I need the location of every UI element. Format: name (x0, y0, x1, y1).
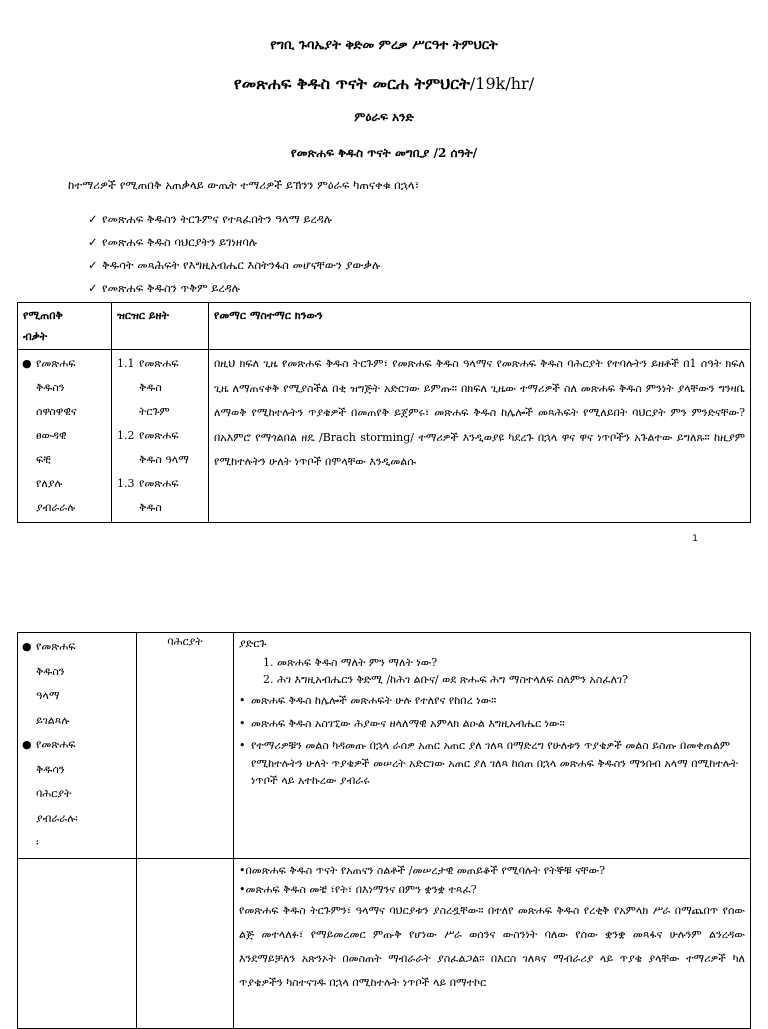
section-title: የመጽሐፍ ቅዱስ ጥናት መግቢያ /2 ሰዓት/ (290, 146, 478, 160)
bullet-icon: ● (22, 357, 32, 370)
statement-item (239, 737, 745, 790)
check-icon: ✓ (88, 281, 98, 295)
chapter-title: ምዕራፍ አንድ (354, 110, 414, 124)
competency-text: የመጽሐፍ (36, 357, 76, 370)
competency-line: ቅዱስን (36, 664, 65, 678)
objective-item (88, 208, 380, 231)
header-text: ዝርዝር ይዘት (117, 309, 169, 322)
objective-text: የመጽሐፍ ቅዱስን ትርጉምና የተጻፈበትን ዓላማ ይረዳሉ (102, 212, 332, 226)
statement-item (239, 692, 745, 710)
activity-cell: በዚህ ክፍለ ጊዜ የመጽሐፍ ቅዱስ ትርጉም፣ የመጽሐፍ ቅዱስ ዓላማና የመጽሐፍ ቅዱስ ባሕርያት የተባሉትን ይዘቶች በ1 ሰዓት ክፍለ ጊዜ ለማጠናቀቅ የሚያስችል በቂ ዝግጅት አድርገው ይምጡ። በክፍለ ጊዜው ተማሪዎች ስለ መጽሐፍ ቅዱስ ምንነት ያላቸውን ግንዛቤ ለማወቅ የሚከተሉትን ጥያቄዎች በመጠየቅ ይጀምሩ፣ መጽሐፍ ቅዱስ ከሌሎች መጻሕፍት የሚለይበት ባህርያት ምን ምንድናቸው? በአእምሮ የማጎልበል ዘዴ /Brach storming/ ተማሪዎች እንዲወያዩ ካደረጉ በኋላ ዋና ዋና ነጥቦችን አጉልተው ይግለጹ። ከዚያም የሚከተሉትን ሁለት ነጥቦች በሞላቸው እንዲመልሱ (209, 350, 751, 523)
statement-text: መጽሐፍ ቅዱስ አስገኚው ሕያውና ዘላለማዊ አምላክ ልዑል እግዚአብሔር ነው። (251, 716, 565, 730)
topic-line: ቅዱስ (139, 381, 162, 394)
topic-line: ቅዱስ (139, 501, 162, 514)
topic-line: ቅዱስ ዓላማ (139, 453, 189, 466)
competency-line: ቅዱሳን (36, 762, 65, 776)
statement-item (239, 715, 745, 733)
page-number: 1 (692, 534, 698, 544)
activity-paragraph: የመጽሐፍ ቅዱስ ትርጉምን፣ ዓላማና ባህርያቱን ያስረዷቸው። በተለየ መጽሐፍ ቅዱስ የረቂቅ የአምላክ ሥራ በማጨበጥ የሰው ልጅ መተላለፉ፣ የማይመረመር ምጡቅ የሆነው ሥራ ወሰንና ውስንነት ባለው የሰው ቋንቋ መጻፋና ሁሉንም ልንረዳው እንደማይቻለን አጽንኦት በመስጠት ማብራራት ያስፈልጋል። በእርስ ገለጻና ማብራሪያ ላይ ጥያቄ ያላቸው ተማሪዎች ካለ ጥያቄዎችን ካስተናገዱ በኋላ በሚከተሉት ነጥቦች ላይ በማተኮር (239, 903, 745, 989)
topic-text: ባሕርያት (167, 635, 203, 648)
topic-text: የመጽሐፍ (139, 429, 179, 442)
bullet-icon: ● (22, 640, 32, 653)
course-title-text: የመጽሐፍ ቅዱስ ጥናት መርሐ ትምህርት (233, 74, 470, 93)
competency-line: ፍቺ (36, 453, 51, 466)
header-detailed-content (112, 303, 209, 350)
topic-number: 1.2 (117, 429, 135, 442)
header-text: የመማር ማስተማር ክንውን (214, 309, 323, 322)
activity-cell (234, 858, 751, 1028)
header-text: የሚጠበቅ (23, 309, 63, 322)
header-expected-competency (18, 303, 112, 350)
empty-cell (18, 858, 137, 1028)
competency-line: ባሕርያት (36, 787, 72, 800)
competency-line (22, 733, 131, 758)
check-icon: ✓ (88, 212, 98, 226)
course-code: /19k/hr/ (469, 74, 535, 93)
competency-text: የመጽሐፍ (36, 640, 76, 653)
intro-text: ከተማሪዎች የሚጠበቅ አጠቃላይ ውጤት ተማሪዎች ይኽንን ምዕራፍ ካጠናቀቁ በኋላ፣ (68, 178, 420, 192)
topic-line (117, 352, 203, 376)
bullet-icon: • (239, 694, 246, 707)
question-list (239, 655, 745, 688)
check-icon: ✓ (88, 235, 98, 249)
table-row (18, 858, 751, 1028)
point-item (239, 880, 745, 899)
topic-number: 1.3 (117, 477, 135, 490)
competency-line: ያብራራሉ፡ (36, 811, 78, 825)
activity-intro: ያድርጉ (239, 637, 267, 650)
topics-cell (112, 350, 209, 523)
competency-line: ፀውዳዊ (36, 429, 67, 442)
topic-line (117, 424, 203, 448)
point-text: መጽሐፍ ቅዱስ መቼ ፣የት፣ በእነማንና በምን ቋንቋ ተጻፈ? (245, 882, 477, 896)
objective-text: ቅዱሳት መጻሕፍት የእግዚአብሔር እስትንፋስ መሆናቸውን ያውቃሉ (102, 258, 381, 272)
competency-line: ዓላማ (36, 689, 60, 702)
point-text: በመጽሐፍ ቅዱስ ጥናት የአጠናን ስልቶች /መሠረታዊ መጠይቆች የሚባሉት የትኞቹ ናቸው? (245, 863, 606, 877)
topic-line (117, 472, 203, 496)
empty-cell (137, 858, 234, 1028)
objectives-list (88, 208, 380, 300)
bullet-icon: • (239, 882, 246, 896)
activity-cell (234, 633, 751, 859)
competency-line: ያብራራሉ (36, 501, 76, 514)
table-row (18, 633, 751, 859)
header-teaching-activity (209, 303, 751, 350)
competency-cell (18, 633, 137, 859)
competency-text: የመጽሐፍ (36, 738, 76, 751)
document-page-2 (0, 632, 768, 1024)
header-text: ብቃት (23, 330, 48, 343)
statement-text: መጽሐፍ ቅዱስ ከሌሎች መጽሐፍት ሁሉ የተለየና የከበረ ነው። (251, 694, 497, 707)
lesson-table (17, 302, 751, 523)
topic-line: ትርጉም (139, 405, 170, 418)
bullet-icon: ● (22, 738, 32, 751)
competency-line: ቅዱስን (36, 381, 65, 394)
bullet-icon: • (239, 739, 246, 752)
competency-line (22, 352, 106, 376)
objective-text: የመጽሐፍ ቅዱስ ባህርያትን ይገነዘባሉ (102, 235, 258, 249)
lesson-table-continued (17, 632, 751, 1029)
table-row (18, 350, 751, 523)
competency-line: ፡ (36, 836, 39, 849)
competency-line: ይገልጻሉ (36, 713, 70, 727)
topic-cell (137, 633, 234, 859)
topic-number: 1.1 (117, 357, 135, 370)
objective-text: የመጽሐፍ ቅዱስን ጥቅም ይረዳሉ (102, 281, 240, 295)
check-icon: ✓ (88, 258, 98, 272)
table-header-row (18, 303, 751, 350)
objective-item (88, 277, 380, 300)
program-title: የግቢ ጉባኤያት ቅድመ ምረቃ ሥርዓተ ትምህርት (270, 38, 498, 53)
bullet-icon: • (239, 863, 246, 877)
topic-text: የመጽሐፍ (139, 477, 179, 490)
bullet-icon: • (239, 716, 246, 730)
objective-item (88, 231, 380, 254)
course-title (0, 74, 768, 94)
competency-line (22, 635, 131, 660)
competency-line: የለያሉ (36, 477, 63, 490)
competency-cell (18, 350, 112, 523)
statement-text: የተማሪዎቹን መልስ ካዳመጡ በኋላ ራሰዎ አጠር አጠር ያለ ገለጻ በማድረግ የሁለቱን ጥያቄዎች መልስ ይስጡ በመቀጠልም የሚከተሉትን ሁለት ጥያቄዎች መሠረት አድርገው አጠር ያለ ገለጻ ከሰጠ በኋላ መጽሐፍ ቅዱስን ማንበብ አላማ በሚከተሉት ነጥቦች ላይ አተኩረው ያብራሩ (251, 739, 739, 787)
topic-text: የመጽሐፍ (139, 357, 179, 370)
point-item (239, 861, 745, 880)
question-item: 2. ሕገ እግዚአብሔርን ቅድሚ /ከሕገ ልቡና/ ወደ ጽሑፍ ሕግ ማስተላለፍ ስለምን አስፈለገ? (277, 672, 745, 689)
competency-line: ሰዋስዋዊና (36, 405, 77, 418)
question-item: 1. መጽሐፍ ቅዱስ ማለት ምን ማለት ነው? (277, 655, 745, 672)
objective-item (88, 254, 380, 277)
